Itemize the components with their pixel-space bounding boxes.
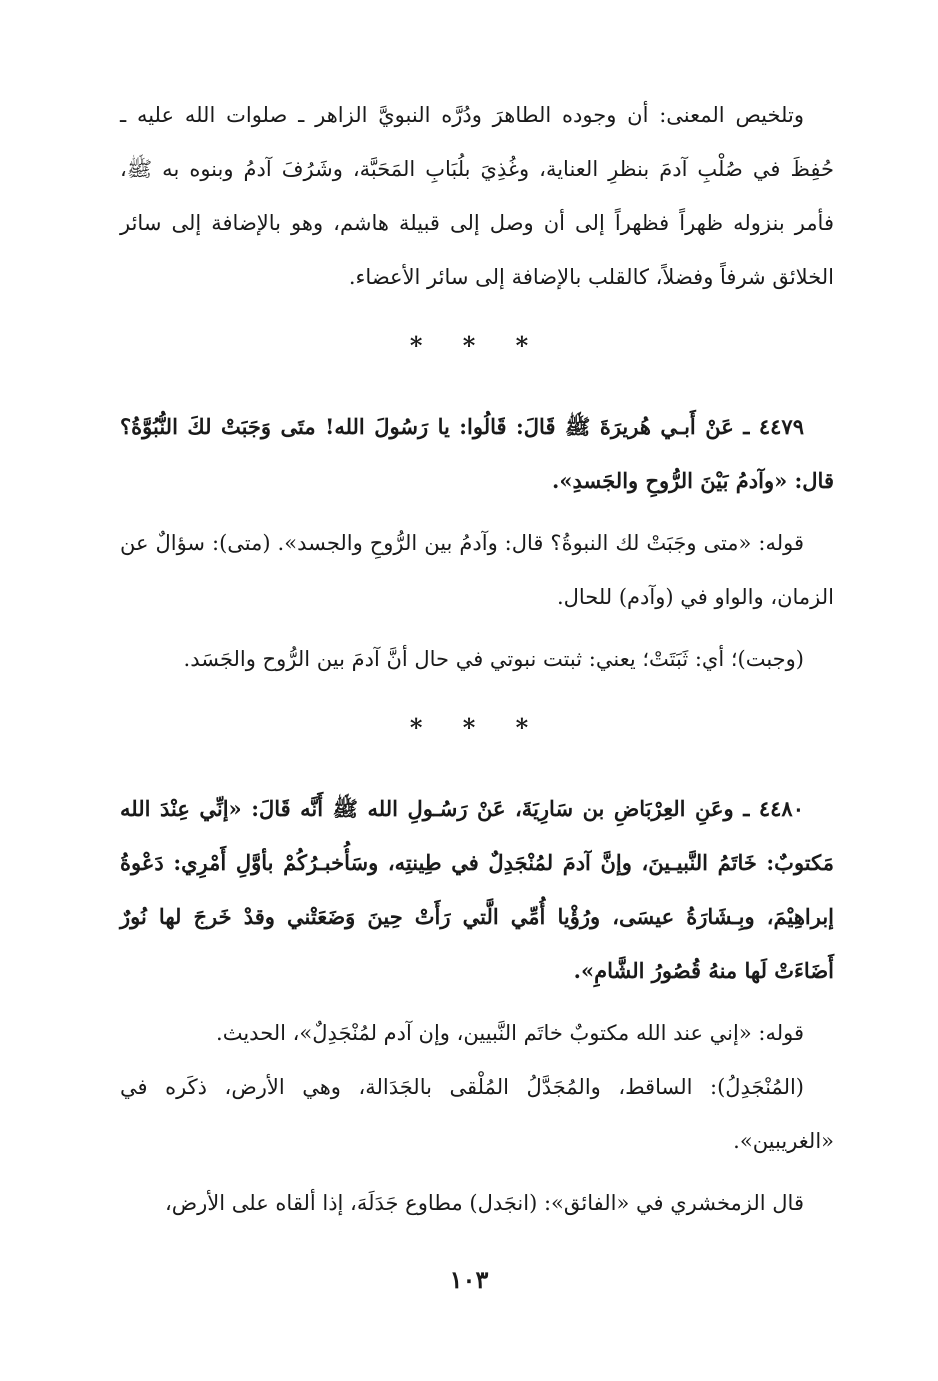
hadith-4479: ٤٤٧٩ ـ عَنْ أَبـي هُريرَةَ ﷺ قَالَ: قَالُوا: يا رَسُولَ الله! متَى وَجَبَتْ لكَ النُّبُوَّةُ؟ قال: «وآدمُ بَيْنَ الرُّوحِ والجَسدِ».	[120, 414, 834, 493]
commentary-4480-c: قال الزمخشري في «الفائق»: (انجَدل) مطاوع جَدَلَهَ، إذا ألقاه على الأرض،	[164, 1191, 804, 1215]
intro-paragraph: وتلخيص المعنى: أن وجوده الطاهرَ ودُرَّه النبويَّ الزاهر ـ صلوات الله عليه ـ حُفِظَ في صُلْبِ آدمَ بنظرِ العناية، وغُذِيَ بلُبَابِ المَحَبَّة، وشَرُفَ آدمُ وبنوه به ﷺ، فأمر بنزوله ظهراً فظهراً إلى أن وصل إلى قبيلة هاشم، وهو بالإضافة إلى سائر الخلائق شرفاً وفضلاً، كالقلب بالإضافة إلى سائر الأعضاء.	[120, 103, 834, 289]
commentary-4480-b: (المُنْجَدِلُ): الساقط، والمُجَدَّلُ المُلْقى بالجَدَالة، وهي الأرض، ذكَره في «الغريبين».	[120, 1075, 834, 1153]
page-body	[120, 88, 834, 1230]
hadith-4480: ٤٤٨٠ ـ وعَنِ العِرْبَاضِ بن سَارِيَةَ، عَنْ رَسُـولِ الله ﷺ أَنَّه قَالَ: «إنِّي عِنْدَ الله مَكتوبٌ: خَاتَمُ النَّبيـينَ، وإنَّ آدمَ لمُنْجَدِلٌ في طِينتِه، وسَأُخبـرُكُمْ بأوَّلِ أَمْرِي: دَعْوةُ إبراهِيْمَ، وبِـشَارَةُ عيسَى، ورُؤْيا أُمِّي الَّتي رَأَتْ حِينَ وَضَعَتْني وقدْ خَرجَ لها نُورٌ أَضَاءَتْ لَها منهُ قُصُورُ الشَّامِ».	[120, 796, 834, 983]
commentary-4480-a: قوله: «إني عند الله مكتوبٌ خاتَم النَّبيين، وإن آدم لمُنْجَدِلٌ»، الحديث.	[216, 1021, 804, 1045]
section-separator: * * *	[409, 713, 545, 742]
commentary-4479-b: (وجبت)؛ أي: ثَبَتَتْ؛ يعني: ثبتت نبوتي في حال أنَّ آدمَ بين الرُّوح والجَسَد.	[183, 647, 804, 671]
section-separator: * * *	[409, 331, 545, 360]
commentary-4479-a: قوله: «متى وجَبَتْ لك النبوةُ؟ قال: وآدمُ بين الرُّوحِ والجسد». (متى): سؤالٌ عن الزمان، والواو في (وآدم) للحال.	[120, 531, 834, 609]
page-number: ١٠٣	[449, 1265, 489, 1294]
